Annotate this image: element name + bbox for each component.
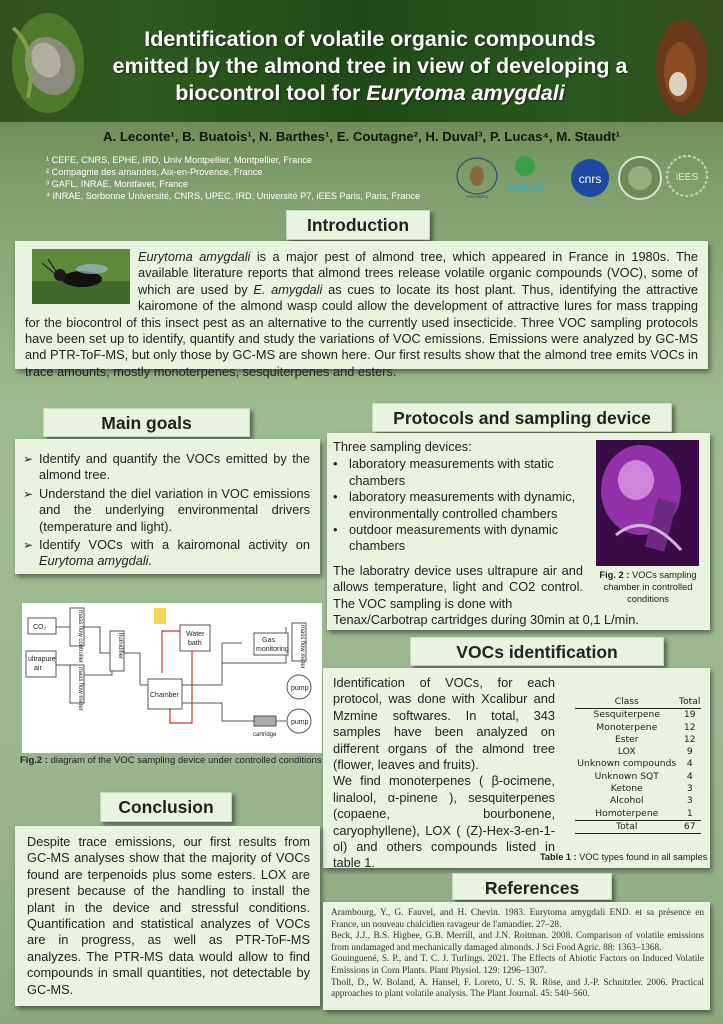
air-label: air — [34, 665, 42, 672]
protocol-text: outdoor measurements with dynamic chambers — [349, 522, 559, 554]
diagram-caption-text: diagram of the VOC sampling device under controlled conditions — [47, 755, 322, 766]
arrow-bullet-icon: ➢ — [23, 538, 34, 553]
vocs-text — [333, 675, 555, 872]
table-cell-total: 1 — [686, 807, 693, 819]
mfc-label: mass flow controller — [77, 610, 83, 664]
main-goals-heading: Main goals — [43, 408, 250, 437]
vocs-heading: VOCs identification — [410, 637, 664, 666]
iees-logo — [667, 156, 707, 196]
cnrs-logo — [571, 159, 609, 197]
lamp-icon — [154, 608, 166, 624]
protocols-heading: Protocols and sampling device — [372, 403, 672, 432]
intro-text-1: is a major pest of almond tree, which appeared in France in 1980s. The available literature reports that almond trees release volatile organic compounds (VOC), some of which are used by — [138, 249, 698, 297]
table-header-class: Class — [575, 696, 679, 709]
intro-text-2: as cues to locate its host plant. Thus, identifying the attractive kairomone of the almond wasp could allow the development of attractive lures for mass trapping for the biocontrol of this insect pest as an alternative to the currently used insecticide. Three VOC sampling protocols have been set up to identify, quantify and study the variations of VOC emissions. Emissions were analyzed by GC-MS and PTR-ToF-MS, but only those by GC-MS are shown here. Our first results show that the almond tree emits VOCs in trace amounts, mostly monoterpenes, sesquiterpenes and esters. — [25, 281, 699, 379]
table-cell-class: Unknown compounds — [577, 758, 677, 770]
table-row — [575, 734, 701, 746]
mfm-2-label: mass flow meter — [299, 625, 305, 669]
protocols-list — [333, 456, 595, 554]
table-caption-label: Table 1 : — [540, 852, 577, 862]
co2-label: CO₂ — [33, 624, 47, 631]
table-cell-total: 12 — [683, 733, 696, 745]
affiliation-3: ³ GAFL, INRAE, Montfavet, France — [46, 179, 188, 189]
table-cell-total: 3 — [686, 783, 693, 795]
table-cell-class: Monoterpene — [596, 721, 658, 733]
introduction-heading: Introduction — [286, 210, 430, 240]
table-row — [575, 808, 701, 821]
table-cell-class: Ester — [614, 733, 639, 745]
table-caption — [540, 852, 707, 862]
table-row — [575, 795, 701, 807]
table-cell-total: 4 — [686, 758, 693, 770]
diagram-caption-label: Fig.2 : — [20, 755, 48, 766]
table-header-row — [575, 696, 701, 709]
chamber-label: Chamber — [150, 692, 179, 699]
fig2-caption — [588, 569, 708, 605]
protocol-item — [333, 522, 595, 555]
water-bath-box — [180, 625, 210, 651]
goal-text: Understand the diel variation in VOC emissions and the underlying environmental drivers (temperature and light). — [39, 485, 310, 534]
poster-title — [90, 26, 650, 107]
arrow-bullet-icon: ➢ — [23, 486, 34, 501]
table-cell-class: Alcohol — [610, 795, 644, 807]
sampling-chamber-photo — [596, 440, 699, 566]
goal-item — [23, 486, 310, 535]
amandes-logo-text: AMANDES — [465, 194, 489, 199]
vocs-paragraph-2: We find monoterpenes ( β-ocimene, linalool, α-pinene ), sesquiterpenes (copaene, bourbonene, caryophyllene), LOX ( (Z)-Hex-3-en-1-ol) and others compounds listed in table 1. — [333, 773, 555, 871]
diagram-caption — [20, 755, 322, 766]
intro-species-abbr: E. amygdali — [253, 281, 323, 297]
table-cell-class: Ketone — [610, 783, 643, 795]
reference-item: Beck, J.J., B.S. Higbee, G.B. Merrill, and J.N. Roitman. 2008. Comparison of volatile emissions from undamaged and mechanically damaged almonds. J Sci Food Agric. 88: 1363–1368. — [331, 931, 704, 953]
table-caption-text: VOC types found in all samples — [576, 852, 708, 862]
table-cell-class: LOX — [617, 746, 636, 758]
pump-1-label: pump — [291, 685, 309, 692]
conclusion-panel — [15, 826, 320, 1006]
cnrs-logo-text: cnrs — [578, 172, 602, 186]
cartridge-icon — [254, 716, 276, 726]
table-cell-total: 4 — [686, 770, 693, 782]
bullet-icon: • — [333, 456, 338, 472]
table-cell-total: 19 — [683, 709, 696, 721]
conclusion-text: Despite trace emissions, our first results from GC-MS analyses show that the majority of VOCs found are terpenoids plus some esters. LOX are present because of the handling to install the plant in the device and stressful conditions. Quantification and statistical analyzes of VOCs are in progress, as well as PTR-ToF-MS analyzes. The PTR-MS data would allow to find compounds in small quantities, not detectable by GC-MS. — [27, 834, 310, 997]
bullet-icon: • — [333, 489, 338, 505]
vocs-paragraph-1: Identification of VOCs, for each protocol, was done with Xcalibur and Mzmine softwares. In total, 343 samples have been analyzed on different organs of the almond tree (flower, leaves and fruits). — [333, 675, 555, 773]
table-row — [575, 709, 701, 722]
reference-item: Gouinguené, S. P., and T. C. J. Turlings. 2021. The Effects of Abiotic Factors on Induced Volatile Emissions in Corn Plants. Plant Physiol. 129: 1296–1307. — [331, 954, 704, 976]
cartridge-label: cartridge — [253, 732, 277, 738]
author-list: A. Leconte¹, B. Buatois¹, N. Barthes¹, E. Coutagne², H. Duval³, P. Lucas⁴, M. Staudt¹ — [103, 129, 620, 144]
reference-item: Arambourg, Y., G. Fauvel, and H. Chevin. 1983. Eurytoma amygdali END. et sa présence en France, un nouveau chalcidien ravageur de l'amandier. 27–28. — [331, 908, 704, 930]
table-row — [575, 758, 701, 770]
table-row — [575, 746, 701, 758]
table-total-row — [575, 820, 701, 833]
wasp-photo — [32, 249, 130, 304]
species-name: Eurytoma amygdali — [366, 81, 565, 105]
protocol-text: laboratory measurements with static chambers — [349, 456, 554, 488]
references-heading: References — [452, 873, 612, 900]
inrae-logo-text: INRAE — [508, 181, 546, 195]
goal-item — [23, 537, 310, 570]
main-goals-panel — [15, 439, 320, 574]
reference-item: Tholl, D., W. Boland, A. Hansel, F. Loreto, U. S. R. Röse, and J.-P. Schnitzler. 2006. Practical approaches to plant volatile analysis. The Plant Journal. 45: 540–560. — [331, 977, 704, 1000]
table-header-total: Total — [679, 696, 701, 707]
table-row — [575, 722, 701, 734]
table-row — [575, 783, 701, 795]
affiliation-1: ¹ CEFE, CNRS, EPHE, IRD, Univ Montpellier, Montpellier, France — [46, 155, 313, 165]
fig2-caption-text: VOCs sampling chamber in controlled conditions — [603, 570, 697, 604]
damaged-almond-image — [650, 12, 715, 122]
inrae-logo — [508, 156, 545, 195]
title-text: biocontrol tool for — [175, 81, 367, 105]
goal-text-part: Identify VOCs with a kairomonal activity on — [39, 537, 310, 553]
introduction-panel — [15, 241, 708, 379]
ultrapure-label: ultrapure — [28, 656, 56, 663]
bullet-icon: • — [333, 522, 338, 538]
table-cell-class: Sesquiterpene — [593, 709, 660, 721]
pump-2-label: pump — [291, 719, 309, 726]
sampling-device-diagram — [22, 603, 322, 753]
title-line-2: emitted by the almond tree in view of developing a — [112, 54, 628, 78]
fig2-caption-label: Fig. 2 : — [599, 570, 630, 580]
table-row — [575, 771, 701, 783]
goal-item — [23, 451, 310, 484]
amandes-logo — [457, 158, 497, 199]
gas-label: Gas — [262, 637, 275, 644]
table-total-label: Total — [575, 820, 679, 833]
mfm-label: mass flow meter — [77, 667, 83, 711]
bath-label: bath — [188, 640, 202, 647]
title-line-1: Identification of volatile organic compounds — [144, 27, 596, 51]
iees-logo-text: iEES — [675, 172, 699, 183]
protocol-text: laboratory measurements with dynamic, environmentally controlled chambers — [349, 489, 576, 521]
protocol-item — [333, 456, 595, 489]
partner-logos — [455, 152, 717, 202]
humidifier-label: humidifier — [117, 633, 123, 660]
table-total-value: 67 — [679, 820, 701, 833]
almond-fruit-image — [8, 8, 88, 118]
table-cell-total: 3 — [686, 795, 693, 807]
goal-text: Identify and quantify the VOCs emitted by the almond tree. — [39, 451, 310, 483]
protocols-intro: Three sampling devices: — [333, 439, 472, 454]
table-cell-total: 12 — [683, 721, 696, 733]
univ-seal-logo — [619, 157, 661, 199]
affiliation-2: ² Compagnie des amandes, Aix-en-Provence, France — [46, 167, 263, 177]
affiliation-4: ⁴ INRAE, Sorbonne Université, CNRS, UPEC, IRD, Université P7, iEES Paris, Paris, France — [46, 191, 421, 201]
goal-species: Eurytoma amygdali. — [39, 553, 153, 569]
intro-species: Eurytoma amygdali — [138, 249, 251, 264]
table-cell-class: Homoterpene — [595, 807, 659, 819]
protocols-paragraph-end: Tenax/Carbotrap cartridges during 30min at 0,1 L/min. — [333, 612, 639, 628]
arrow-bullet-icon: ➢ — [23, 452, 34, 466]
conclusion-heading: Conclusion — [100, 792, 232, 822]
ultrapure-air-box — [26, 651, 56, 677]
table-cell-class: Unknown SQT — [594, 770, 659, 782]
table-cell-total: 9 — [686, 746, 693, 758]
protocols-paragraph: The laboratry device uses ultrapure air and allows temperature, light and CO2 control. The VOC sampling is done with — [333, 562, 583, 611]
title-line-3 — [90, 80, 650, 107]
references-panel — [323, 902, 710, 1010]
monitoring-label: monitoring — [256, 646, 289, 653]
goal-text — [39, 537, 310, 570]
water-label: Water — [186, 631, 205, 638]
protocol-item — [333, 489, 595, 522]
voc-class-table — [575, 696, 701, 834]
